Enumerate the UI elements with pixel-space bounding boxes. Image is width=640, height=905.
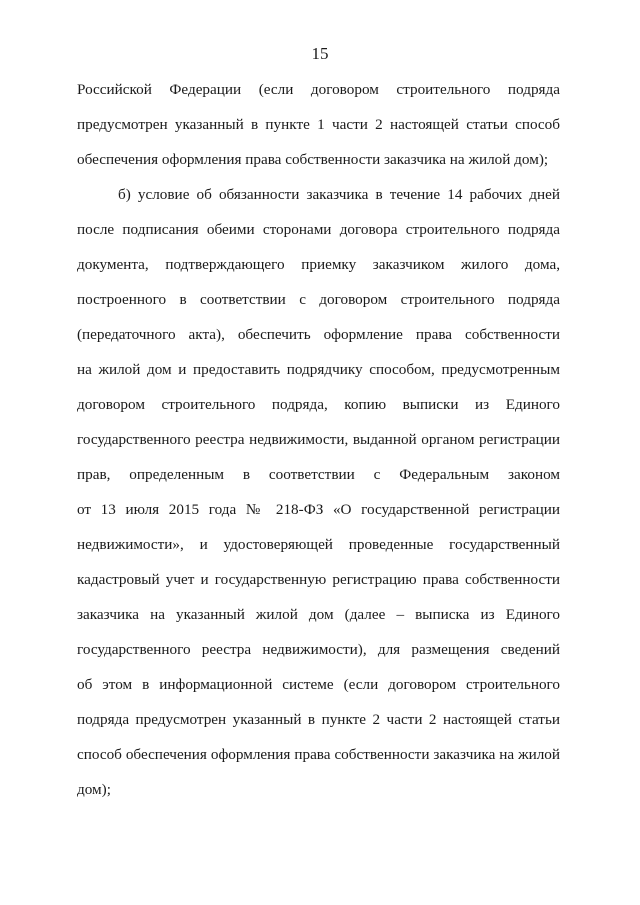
text-line: от 13 июля 2015 года № 218-ФЗ «О государственной регистрации xyxy=(77,501,560,518)
text-line: способ обеспечения оформления права собственности заказчика на жилой xyxy=(77,746,560,763)
text-line: заказчика на указанный жилой дом (далее – выписка из Единого xyxy=(77,606,560,623)
text-line: дом); xyxy=(77,781,111,798)
text-line: кадастровый учет и государственную регистрацию права собственности xyxy=(77,571,560,588)
text-line: документа, подтверждающего приемку заказчиком жилого дома, xyxy=(77,256,560,273)
text-line: б) условие об обязанности заказчика в течение 14 рабочих дней xyxy=(118,186,560,203)
text-line: об этом в информационной системе (если договором строительного xyxy=(77,676,560,693)
text-line: обеспечения оформления права собственности заказчика на жилой дом); xyxy=(77,151,549,168)
text-line: прав, определенным в соответствии с Федеральным законом xyxy=(77,466,560,483)
text-line: государственного реестра недвижимости), для размещения сведений xyxy=(77,641,560,658)
text-line: на жилой дом и предоставить подрядчику способом, предусмотренным xyxy=(77,361,560,378)
text-line: государственного реестра недвижимости, выданной органом регистрации xyxy=(77,431,560,448)
document-body xyxy=(77,80,560,815)
text-line: предусмотрен указанный в пункте 1 части 2 настоящей статьи способ xyxy=(77,116,560,133)
text-line: договором строительного подряда, копию выписки из Единого xyxy=(77,396,560,413)
text-line: подряда предусмотрен указанный в пункте 2 части 2 настоящей статьи xyxy=(77,711,560,728)
text-line: после подписания обеими сторонами договора строительного подряда xyxy=(77,221,560,238)
text-line: (передаточного акта), обеспечить оформление права собственности xyxy=(77,326,560,343)
text-line: построенного в соответствии с договором строительного подряда xyxy=(77,291,560,308)
text-line: недвижимости», и удостоверяющей проведенные государственный xyxy=(77,536,560,553)
page-number: 15 xyxy=(311,44,329,63)
text-line: Российской Федерации (если договором строительного подряда xyxy=(77,81,560,98)
